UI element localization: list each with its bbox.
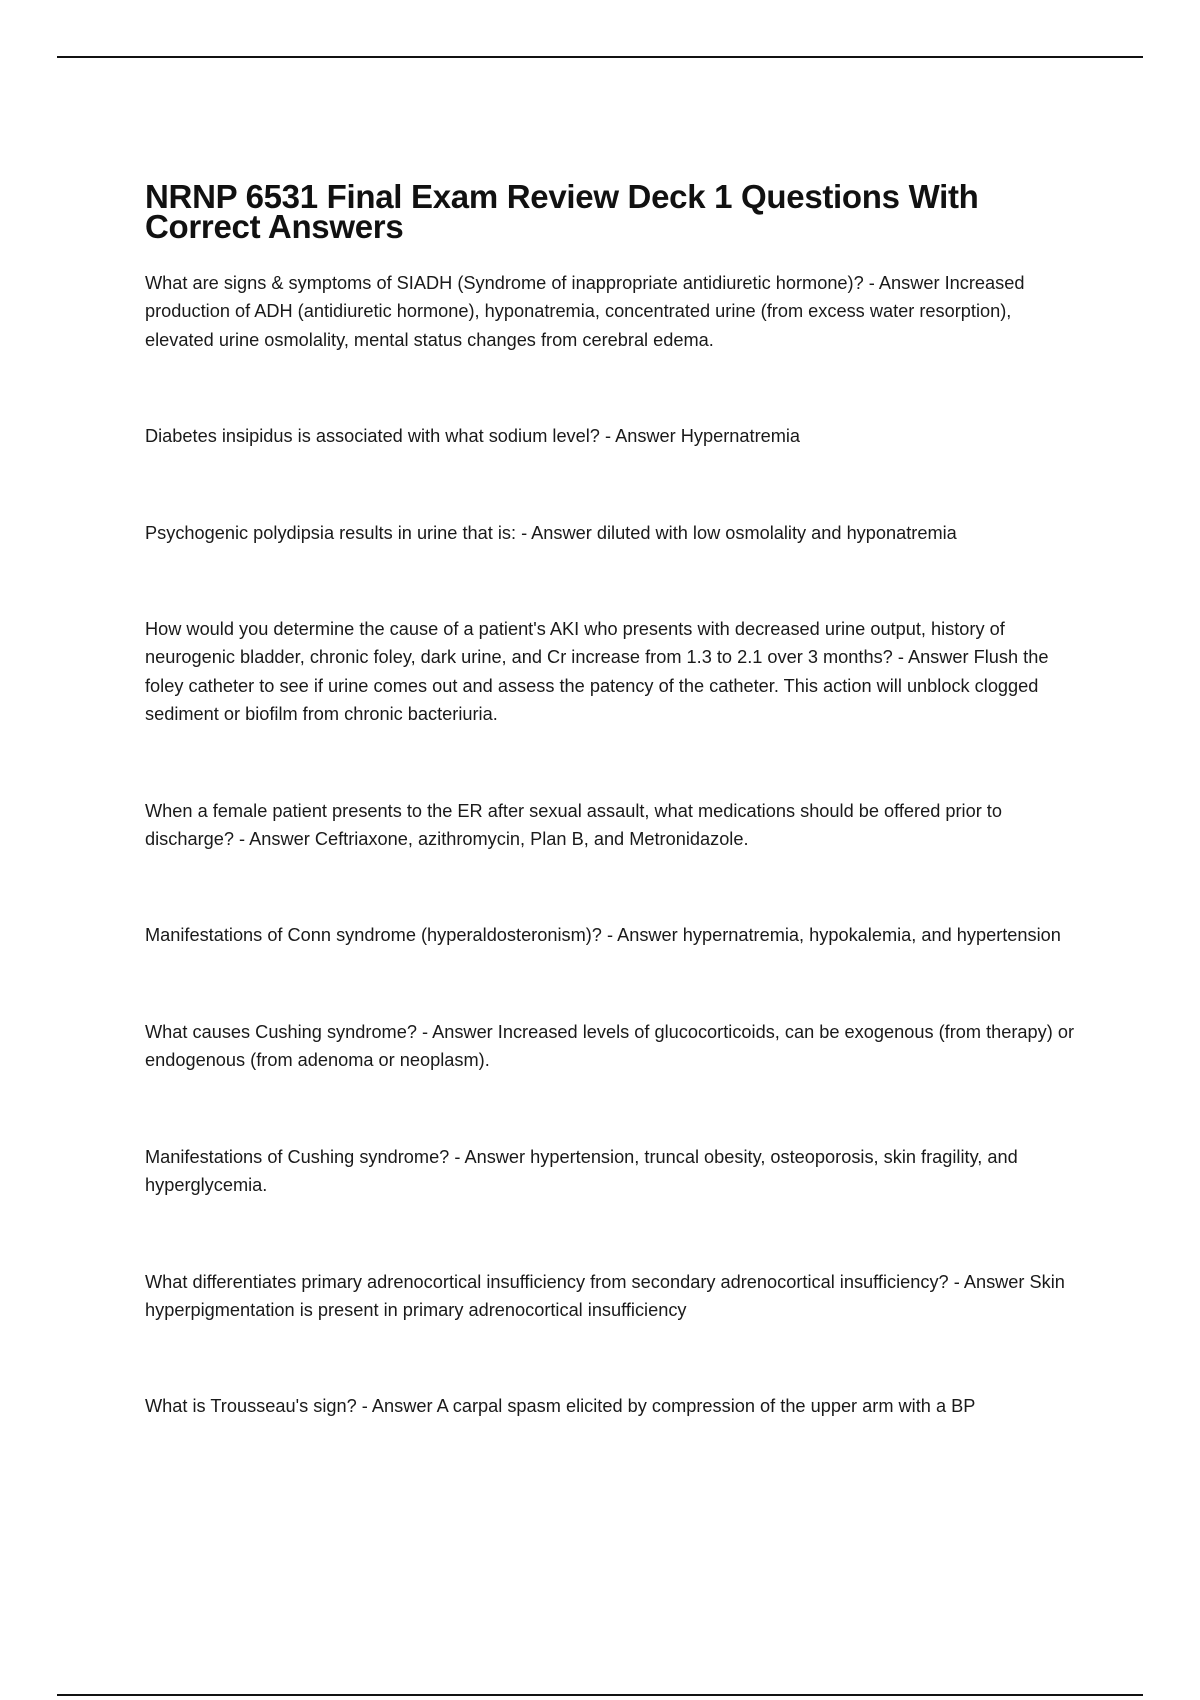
qa-entry-aki: How would you determine the cause of a patient's AKI who presents with decreased urine output, history of neurogenic bladder, chronic foley, dark urine, and Cr increase from 1.3 to 2.1 over 3 months? - Answer Flush the foley catheter to see if urine comes out and assess the patency of the catheter. This action will unblock clogged sediment or biofilm from chronic bacteriuria.: [145, 619, 1049, 725]
qa-entry-diabetes-insipidus: Diabetes insipidus is associated with what sodium level? - Answer Hypernatremia: [145, 426, 801, 447]
qa-entry-conn-syndrome: Manifestations of Conn syndrome (hyperaldosteronism)? - Answer hypernatremia, hypokalemia, and hypertension: [145, 925, 1061, 946]
qa-entry-siadh: What are signs & symptoms of SIADH (Syndrome of inappropriate antidiuretic hormone)? - Answer Increased production of ADH (antidiuretic hormone), hyponatremia, concentrated urine (from excess water resorption), elevated urine osmolality, mental status changes from cerebral edema.: [145, 273, 1025, 350]
qa-entry-adrenocortical-insufficiency: What differentiates primary adrenocortical insufficiency from secondary adrenocortical insufficiency? - Answer Skin hyperpigmentation is present in primary adrenocortical insufficiency: [145, 1271, 1065, 1320]
qa-entry-cushing-manifestations: Manifestations of Cushing syndrome? - Answer hypertension, truncal obesity, osteoporosis, skin fragility, and hyperglycemia.: [145, 1146, 1018, 1196]
header-rule: [57, 56, 1143, 58]
qa-entry-sexual-assault: When a female patient presents to the ER after sexual assault, what medications should be offered prior to discharge? - Answer Ceftriaxone, azithromycin, Plan B, and Metronidazole.: [145, 800, 1002, 850]
document-body: [145, 178, 1085, 1421]
qa-list: [145, 269, 1085, 1421]
document-title: NRNP 6531 Final Exam Review Deck 1 Questions With Correct Answers: [145, 178, 979, 245]
qa-entry-trousseau-sign: What is Trousseau's sign? - Answer A carpal spasm elicited by compression of the upper arm with a BP: [145, 1396, 976, 1417]
qa-entry-cushing-causes: What causes Cushing syndrome? - Answer Increased levels of glucocorticoids, can be exogenous (from therapy) or endogenous (from adenoma or neoplasm).: [145, 1021, 1075, 1071]
qa-entry-psychogenic-polydipsia: Psychogenic polydipsia results in urine that is: - Answer diluted with low osmolality and hyponatremia: [145, 522, 957, 543]
footer-rule: [57, 1694, 1143, 1696]
